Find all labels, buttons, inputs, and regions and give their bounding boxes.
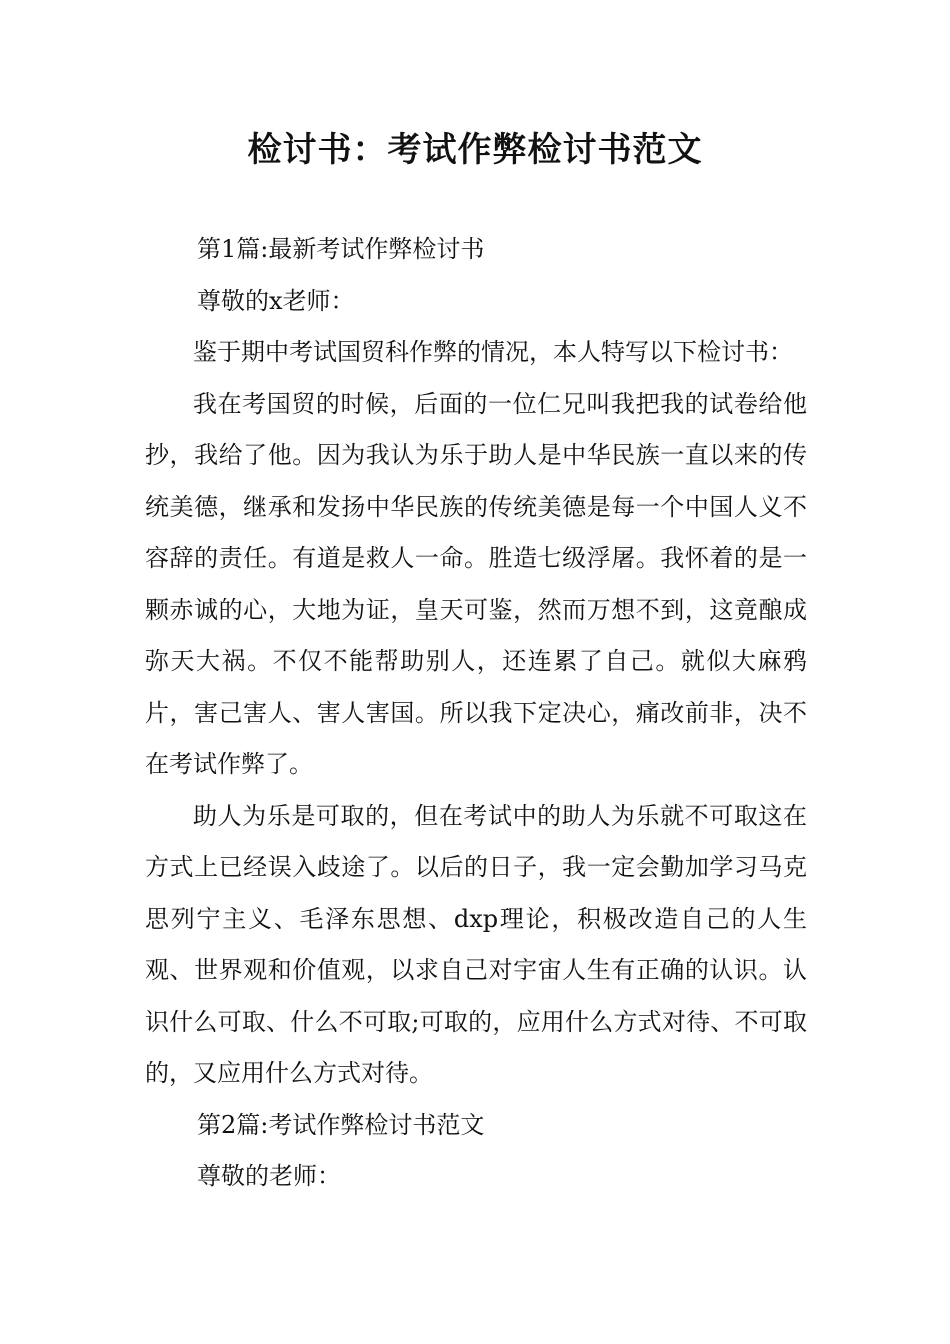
document-body [145, 224, 807, 1203]
section-2-heading: 第2篇:考试作弊检讨书范文 [197, 1110, 485, 1139]
section-1-paragraph-3: 助人为乐是可取的，但在考试中的助人为乐就不可取这在方式上已经误入歧途了。以后的日子，我一定会勤加学习马克思列宁主义、毛泽东思想、dxp理论，积极改造自己的人生观、世界观和价值观，以求自己对宇宙人生有正确的认识。认识什么可取、什么不可取;可取的，应用什么方式对待、不可取的，又应用什么方式对待。 [145, 801, 807, 1087]
section-1-greeting: 尊敬的x老师： [197, 286, 355, 315]
document-title: 检讨书：考试作弊检讨书范文 [247, 130, 703, 170]
section-1-paragraph-2: 我在考国贸的时候，后面的一位仁兄叫我把我的试卷给他抄，我给了他。因为我认为乐于助人是中华民族一直以来的传统美德，继承和发扬中华民族的传统美德是每一个中国人义不容辞的责任。有道是救人一命。胜造七级浮屠。我怀着的是一颗赤诚的心，大地为证，皇天可鉴，然而万想不到，这竟酿成弥天大祸。不仅不能帮助别人，还连累了自己。就似大麻鸦片，害己害人、害人害国。所以我下定决心，痛改前非，决不在考试作弊了。 [145, 389, 807, 778]
section-2-greeting: 尊敬的老师： [197, 1162, 341, 1190]
section-1-heading: 第1篇:最新考试作弊检讨书 [197, 235, 485, 263]
section-1-paragraph-1: 鉴于期中考试国贸科作弊的情况，本人特写以下检讨书： [193, 338, 793, 366]
